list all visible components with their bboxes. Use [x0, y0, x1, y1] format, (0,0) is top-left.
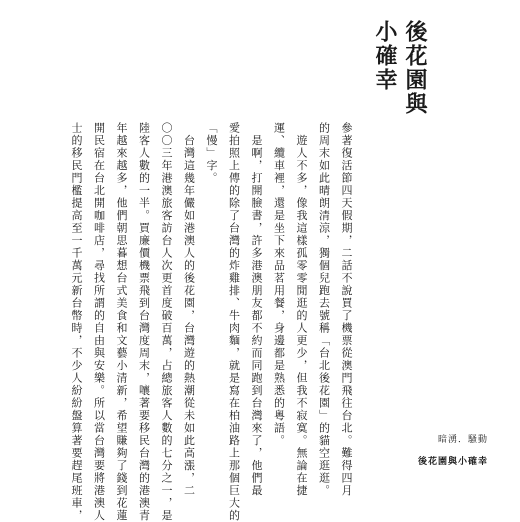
text-column: 年越來越多，他們朝思暮想台式美食和文藝小清新，希望賺夠了錢到花蓮 — [115, 122, 128, 522]
text-column: 參著復活節四天假期，二話不說買了機票從澳門飛往台北。難得四月 — [340, 122, 353, 497]
chapter-subtitle: 小確幸 — [372, 20, 398, 92]
text-column: 「慢」字。 — [205, 122, 218, 185]
text-column: 運、纜車裡，還是坐下來品茗用餐，身邊都是熟悉的粵語。 — [272, 122, 286, 447]
text-column: 陸客人數的一半。買廉價機票飛到台灣度周末，嚷著要移民台灣的港澳青 — [137, 122, 151, 522]
text-column: 是啊，打開臉書，許多港澳朋友都不約而同跑到台灣來了，他們最 — [250, 122, 263, 497]
footer-running-title: 後花園與小確幸 — [417, 457, 488, 467]
footer-section-name: 暗湧．騷動 — [437, 435, 488, 445]
text-column: 〇〇三年港澳旅客訪台人次更首度破百萬，占總旅客人數的七分之一，是 — [160, 122, 173, 522]
text-column: 愛拍照上傳的除了台灣的炸雞排、牛肉麵，就是寫在柏油路上那個巨大的 — [227, 122, 241, 522]
text-column: 的周末如此晴朗清涼，獨個兒跑去號稱「台北後花園」的貓空逛逛。 — [317, 122, 331, 497]
text-column: 遊人不多，像我這樣孤零零閒逛的人更少，但我不寂寞。無論在捷 — [295, 122, 308, 497]
text-column: 開民宿在台北開咖啡店，尋找所謂的自由與安樂。所以當台灣要將港澳人 — [92, 122, 106, 522]
text-column: 台灣這幾年儼如港澳人的後花園，台灣遊的熱潮從未如此高漲，二 — [182, 122, 196, 497]
text-column: 士的移民門檻提高至一千萬元新台幣時，不少人紛紛盤算著要趕尾班車， — [70, 122, 83, 522]
chapter-title: 後花園與 — [402, 20, 428, 116]
